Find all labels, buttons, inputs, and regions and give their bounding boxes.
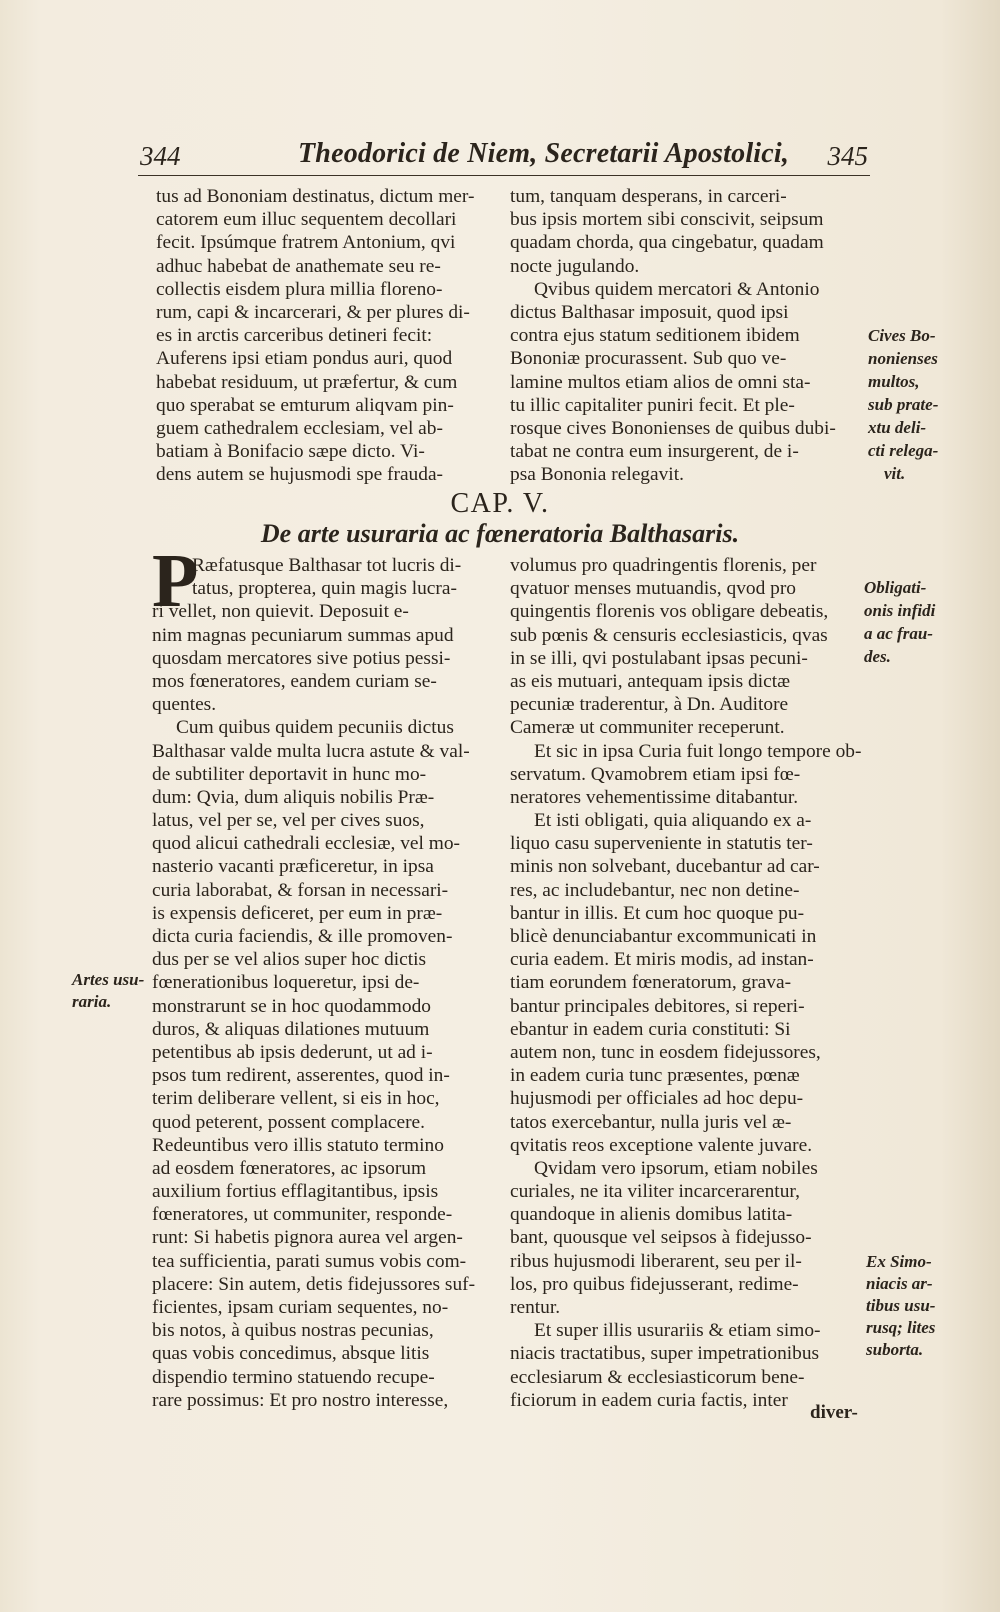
text-line: ecclesiarum & ecclesiasticorum bene- bbox=[510, 1366, 805, 1388]
text-line: tatos exercebantur, nulla juris vel æ- bbox=[510, 1111, 792, 1133]
text-line: dum: Qvia, dum aliquis nobilis Præ- bbox=[152, 786, 435, 808]
text-line: res, ac includebantur, nec non detine- bbox=[510, 879, 800, 901]
text-line: blicè denunciabantur excommunicati in bbox=[510, 926, 817, 947]
margin-note: a ac frau- bbox=[864, 624, 933, 643]
chapter-heading: CAP. V. bbox=[450, 488, 550, 519]
text-line: psos tum redirent, asserentes, quod in- bbox=[152, 1065, 450, 1087]
margin-note: Ex Simo- bbox=[866, 1252, 932, 1271]
text-line: auxilium fortius efflagitantibus, ipsis bbox=[152, 1181, 439, 1203]
text-line: quas vobis concedimus, absque litis bbox=[152, 1343, 430, 1365]
text-line: neratores vehementissime ditabantur. bbox=[510, 786, 799, 808]
text-line: is expensis deficeret, per eum in præ- bbox=[152, 902, 443, 924]
text-line: catorem eum illuc sequentem decollari bbox=[156, 209, 457, 231]
margin-note: Obligati- bbox=[864, 578, 927, 597]
text-line: niacis tractatibus, super impetrationibus bbox=[510, 1343, 820, 1365]
text-line: bantur principales debitores, si reperi- bbox=[510, 995, 805, 1017]
text-line: terim deliberare vellent, si eis in hoc, bbox=[152, 1088, 440, 1110]
margin-note: niacis ar- bbox=[866, 1274, 933, 1293]
text-line: de subtiliter deportavit in hunc mo- bbox=[152, 763, 427, 785]
text-line: quandoque in alienis domibus latita- bbox=[510, 1204, 793, 1226]
text-line: liquo casu superveniente in statutis ter- bbox=[510, 833, 813, 855]
text-line: Auferens ipsi etiam pondus auri, quod bbox=[156, 348, 453, 370]
text-line: mos fœneratores, eandem curiam se- bbox=[152, 670, 437, 692]
text-line: nasterio vacanti præficeretur, in ipsa bbox=[152, 856, 434, 878]
text-line: ri vellet, non quievit. Deposuit e- bbox=[152, 601, 409, 623]
text-line: autem non, tunc in eosdem fidejussores, bbox=[510, 1041, 821, 1063]
text-line: placere: Sin autem, detis fidejussores suf- bbox=[152, 1273, 476, 1295]
text-line: tatus, propterea, quin magis lucra- bbox=[192, 578, 457, 600]
text-line: tabat ne contra eum insurgerent, de i- bbox=[510, 441, 799, 463]
text-line: batiam à Bonifacio sæpe dicto. Vi- bbox=[156, 441, 425, 463]
text-line: bis notos, à quibus nostras pecunias, bbox=[152, 1320, 434, 1342]
text-line: ficientes, ipsam curiam sequentes, no- bbox=[152, 1297, 449, 1318]
margin-note: nonienses bbox=[868, 349, 938, 368]
text-line: tea sufficientia, parati sumus vobis com- bbox=[152, 1250, 467, 1272]
margin-note: rusq; lites bbox=[866, 1318, 936, 1337]
text-line: contra ejus statum seditionem ibidem bbox=[510, 325, 800, 347]
text-line: Qvidam vero ipsorum, etiam nobiles bbox=[534, 1157, 818, 1179]
text-line: runt: Si habetis pignora aurea vel argen- bbox=[152, 1227, 463, 1249]
text-line: los, pro quibus fidejusserant, redime- bbox=[510, 1273, 799, 1295]
top-left-column bbox=[156, 185, 500, 486]
text-line: Cameræ ut communiter receperunt. bbox=[510, 717, 785, 739]
margin-note: Artes usu- bbox=[72, 970, 145, 989]
body-left-column bbox=[152, 554, 496, 1412]
text-line: dicta curia faciendis, & ille promoven- bbox=[152, 926, 453, 947]
text-line: Et isti obligati, quia aliquando ex a- bbox=[534, 810, 812, 832]
text-line: ficiorum in eadem curia factis, inter bbox=[510, 1389, 788, 1411]
text-line: qvatuor menses mutuandis, qvod pro bbox=[510, 578, 796, 600]
text-line: Bononiæ procurassent. Sub quo ve- bbox=[510, 348, 787, 370]
chapter-subtitle: De arte usuraria ac fœneratoria Balthasaris. bbox=[260, 519, 740, 548]
text-line: Redeuntibus vero illis statuto termino bbox=[152, 1134, 444, 1156]
text-line: rentur. bbox=[510, 1297, 561, 1318]
text-line: curia laborabat, & forsan in necessari- bbox=[152, 879, 449, 901]
text-line: Qvibus quidem mercatori & Antonio bbox=[534, 278, 820, 300]
text-line: dispendio termino statuendo recupe- bbox=[152, 1366, 435, 1388]
text-line: volumus pro quadringentis florenis, per bbox=[510, 555, 817, 576]
text-line: rare possimus: Et pro nostro interesse, bbox=[152, 1389, 449, 1411]
text-line: tum, tanquam desperans, in carceri- bbox=[510, 186, 787, 207]
text-line: fecit. Ipsúmque fratrem Antonium, qvi bbox=[156, 232, 456, 254]
text-line: as eis mutuari, antequam ipsis dictæ bbox=[510, 670, 791, 692]
text-line: rum, capi & incarcerari, & per plures di- bbox=[156, 301, 470, 323]
text-line: in se illi, qvi postulabant ipsas pecuni- bbox=[510, 647, 808, 669]
catchword: diver- bbox=[810, 1402, 858, 1423]
text-line: lamine multos etiam alios de omni sta- bbox=[510, 371, 811, 393]
text-line: latus, vel per se, vel per cives suos, bbox=[152, 810, 425, 832]
text-line: bantur in illis. Et cum hoc quoque pu- bbox=[510, 902, 805, 924]
margin-note: des. bbox=[864, 647, 891, 666]
page-number-right: 345 bbox=[827, 141, 868, 171]
top-right-column bbox=[510, 185, 862, 486]
text-line: curia eadem. Et miris modis, ad instan- bbox=[510, 949, 814, 971]
text-line: qvitatis reos exceptione valente juvare. bbox=[510, 1134, 813, 1156]
margin-note: Cives Bo- bbox=[868, 326, 936, 345]
margin-note: multos, bbox=[868, 372, 920, 391]
text-line: rosque cives Bononienses de quibus dubi- bbox=[510, 417, 836, 439]
text-line: adhuc habebat de anathemate seu re- bbox=[156, 255, 441, 277]
text-line: fœneratores, ut communiter, responde- bbox=[152, 1204, 453, 1226]
page-number-left: 344 bbox=[140, 141, 181, 171]
running-head bbox=[138, 135, 870, 176]
text-line: nocte jugulando. bbox=[510, 255, 640, 277]
running-title: Theodorici de Niem, Secretarii Apostolici, bbox=[298, 138, 790, 169]
text-line: quod peterent, possent complacere. bbox=[152, 1111, 425, 1133]
text-line: Ræfatusque Balthasar tot lucris di- bbox=[192, 555, 462, 576]
text-line: tu illic capitaliter puniri fecit. Et ple- bbox=[510, 394, 795, 416]
text-line: ribus hujusmodi liberarent, seu per il- bbox=[510, 1250, 802, 1272]
text-line: dictus Balthasar imposuit, quod ipsi bbox=[510, 301, 789, 323]
text-line: ad eosdem fœneratores, ac ipsorum bbox=[152, 1157, 427, 1179]
text-line: quingentis florenis vos obligare debeatis, bbox=[510, 601, 829, 623]
text-line: collectis eisdem plura millia floreno- bbox=[156, 278, 443, 300]
text-line: Et sic in ipsa Curia fuit longo tempore ob- bbox=[534, 740, 862, 762]
margin-note: xtu deli- bbox=[868, 418, 927, 437]
margin-note: raria. bbox=[72, 992, 112, 1011]
drop-cap: P bbox=[152, 539, 199, 623]
text-line: quadam chorda, qua cingebatur, quadam bbox=[510, 232, 824, 254]
margin-note: tibus usu- bbox=[866, 1296, 936, 1315]
text-line: monstrarunt se in hoc quodammodo bbox=[152, 995, 431, 1017]
text-line: Et super illis usurariis & etiam simo- bbox=[534, 1320, 821, 1342]
text-line: bant, quousque vel seipsos à fidejusso- bbox=[510, 1227, 812, 1249]
text-line: es in arctis carceribus detineri fecit: bbox=[156, 325, 433, 347]
text-line: quentes. bbox=[152, 694, 217, 716]
margin-note: onis infidi bbox=[864, 601, 936, 620]
text-line: fœnerationibus loqueretur, ipsi de- bbox=[152, 972, 420, 994]
margin-note: sub prate- bbox=[868, 395, 939, 414]
text-line: tus ad Bononiam destinatus, dictum mer- bbox=[156, 186, 475, 207]
text-line: quo sperabat se emturum aliqvam pin- bbox=[156, 394, 454, 416]
text-line: servatum. Qvamobrem etiam ipsi fœ- bbox=[510, 763, 801, 785]
text-line: minis non solvebant, ducebantur ad car- bbox=[510, 856, 820, 878]
margin-note: vit. bbox=[884, 464, 906, 483]
text-line: quosdam mercatores sive potius pessi- bbox=[152, 647, 451, 669]
text-line: pecuniæ traderentur, à Dn. Auditore bbox=[510, 694, 789, 716]
body-right-column bbox=[510, 554, 860, 1412]
text-line: curiales, ne ita viliter incarcerarentur, bbox=[510, 1181, 800, 1203]
text-line: Balthasar valde multa lucra astute & val- bbox=[152, 740, 470, 762]
text-line: guem cathedralem ecclesiam, vel ab- bbox=[156, 417, 443, 439]
text-line: tiam eorundem fœneratorum, grava- bbox=[510, 972, 792, 994]
text-line: hujusmodi per officiales ad hoc depu- bbox=[510, 1088, 804, 1110]
text-line: psa Bononia relegavit. bbox=[510, 464, 684, 486]
text-line: nim magnas pecuniarum summas apud bbox=[152, 624, 454, 646]
text-line: habebat residuum, ut præfertur, & cum bbox=[156, 371, 458, 393]
margin-note: cti relega- bbox=[868, 441, 939, 460]
text-line: duros, & aliquas dilationes mutuum bbox=[152, 1018, 430, 1040]
text-line: dens autem se hujusmodi spe frauda- bbox=[156, 464, 444, 486]
text-line: ebantur in eadem curia constituti: Si bbox=[510, 1018, 791, 1040]
text-line: in eadem curia tunc præsentes, pœnæ bbox=[510, 1065, 800, 1087]
text-line: petentibus ab ipsis dederunt, ut ad i- bbox=[152, 1041, 433, 1063]
text-line: Cum quibus quidem pecuniis dictus bbox=[176, 717, 454, 739]
text-line: sub pœnis & censuris ecclesiasticis, qvas bbox=[510, 624, 828, 646]
text-line: bus ipsis mortem sibi conscivit, seipsum bbox=[510, 209, 824, 231]
text-line: quod alicui cathedrali ecclesiæ, vel mo- bbox=[152, 833, 460, 855]
text-line: dus per se vel alios super hoc dictis bbox=[152, 949, 427, 971]
margin-note: suborta. bbox=[866, 1340, 924, 1359]
